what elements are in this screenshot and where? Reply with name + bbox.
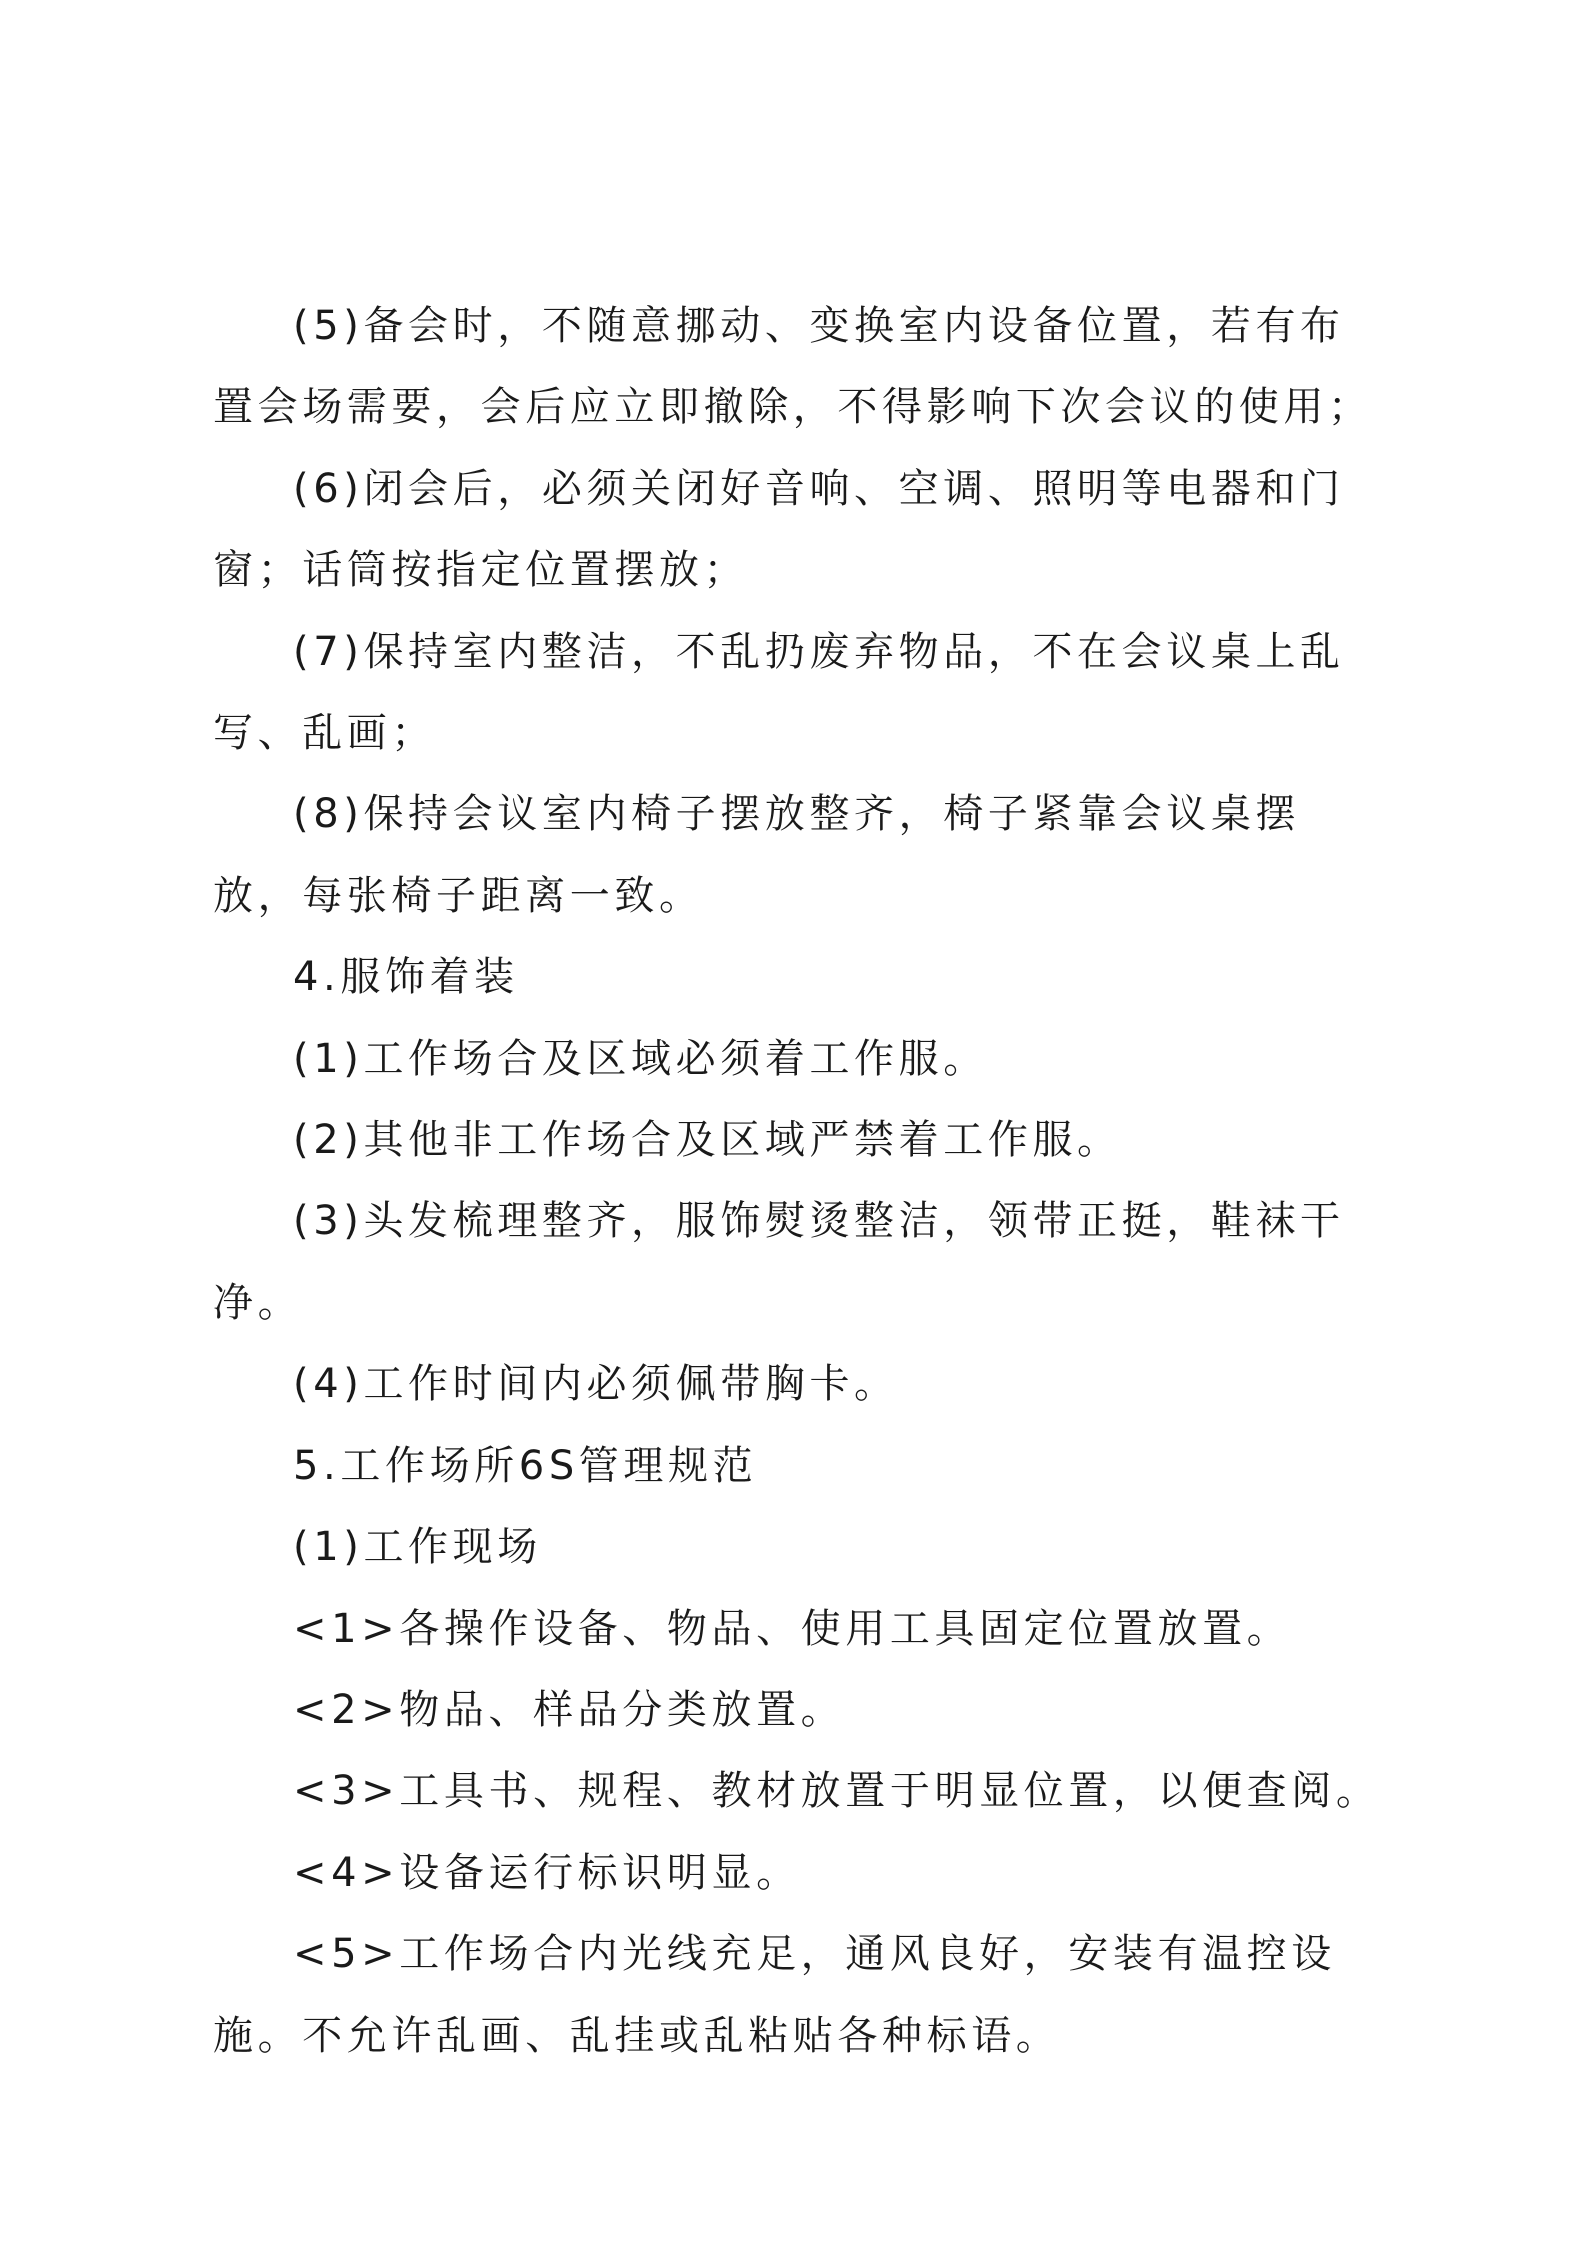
paragraph-meeting-room-6: (6)闭会后，必须关闭好音响、空调、照明等电器和门窗；话筒按指定位置摆放； xyxy=(213,465,1345,594)
paragraph-attire-1: (1)工作场合及区域必须着工作服。 xyxy=(293,1035,988,1082)
paragraph-work-site-2: <2>物品、样品分类放置。 xyxy=(293,1686,846,1733)
document-body xyxy=(213,286,1383,2077)
paragraph-meeting-room-7: (7)保持室内整洁，不乱扔废弃物品，不在会议桌上乱写、乱画； xyxy=(213,628,1345,757)
paragraph-attire-4: (4)工作时间内必须佩带胸卡。 xyxy=(293,1361,899,1408)
paragraph-meeting-room-8: (8)保持会议室内椅子摆放整齐，椅子紧靠会议桌摆放，每张椅子距离一致。 xyxy=(213,791,1301,919)
paragraph-meeting-room-5: (5)备会时，不随意挪动、变换室内设备位置，若有布置会场需要，会后应立即撤除，不得影响下次会议的使用； xyxy=(213,303,1373,431)
subheading-work-site: (1)工作现场 xyxy=(293,1524,542,1571)
paragraph-attire-3: (3)头发梳理整齐，服饰熨烫整洁，领带正挺，鞋袜干净。 xyxy=(213,1198,1345,1326)
section-heading-6s: 5.工作场所6S管理规范 xyxy=(293,1442,758,1489)
section-heading-attire: 4.服饰着装 xyxy=(293,954,519,1001)
paragraph-attire-2: (2)其他非工作场合及区域严禁着工作服。 xyxy=(293,1117,1122,1164)
paragraph-work-site-5: <5>工作场合内光线充足，通风良好，安装有温控设施。不允许乱画、乱挂或乱粘贴各种标语。 xyxy=(213,1931,1336,2059)
paragraph-work-site-4: <4>设备运行标识明显。 xyxy=(293,1849,801,1896)
paragraph-work-site-1: <1>各操作设备、物品、使用工具固定位置放置。 xyxy=(293,1605,1292,1652)
paragraph-work-site-3: <3>工具书、规程、教材放置于明显位置，以便查阅。 xyxy=(293,1768,1381,1815)
